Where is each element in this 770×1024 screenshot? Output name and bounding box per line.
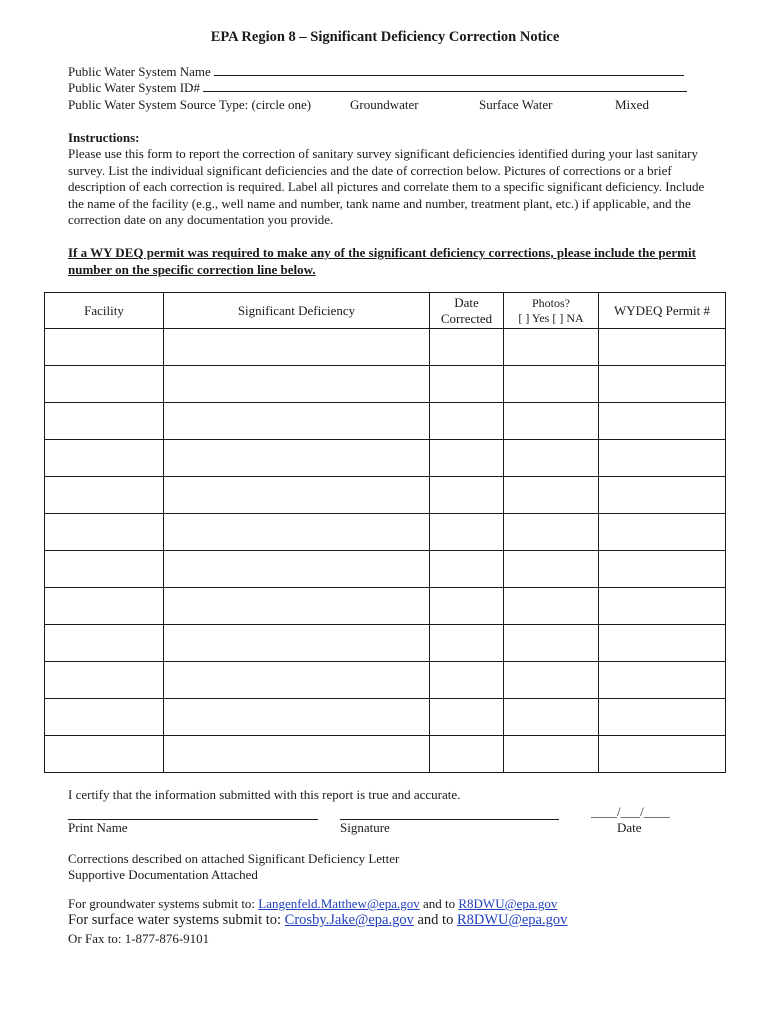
cell-deficiency[interactable] bbox=[164, 403, 430, 440]
cell-deficiency[interactable] bbox=[164, 625, 430, 662]
groundwater-submit-line bbox=[68, 896, 557, 912]
table-row bbox=[45, 699, 726, 736]
cell-facility[interactable] bbox=[45, 366, 164, 403]
cell-permit[interactable] bbox=[599, 625, 726, 662]
cell-photos[interactable] bbox=[504, 440, 599, 477]
cell-deficiency[interactable] bbox=[164, 329, 430, 366]
cell-photos[interactable] bbox=[504, 699, 599, 736]
col-header-date-corrected bbox=[430, 293, 504, 329]
cell-date-corrected[interactable] bbox=[430, 699, 504, 736]
cell-photos[interactable] bbox=[504, 736, 599, 773]
fax-line: Or Fax to: 1-877-876-9101 bbox=[68, 931, 210, 946]
cell-permit[interactable] bbox=[599, 440, 726, 477]
source-option-groundwater[interactable]: Groundwater bbox=[350, 97, 419, 112]
print-name-label: Print Name bbox=[68, 820, 128, 835]
table-row bbox=[45, 662, 726, 699]
cell-deficiency[interactable] bbox=[164, 477, 430, 514]
cell-photos[interactable] bbox=[504, 366, 599, 403]
surface-submit-prefix: For surface water systems submit to: bbox=[68, 912, 282, 928]
signature-field[interactable] bbox=[340, 808, 559, 820]
date-label: Date bbox=[617, 820, 642, 835]
cell-date-corrected[interactable] bbox=[430, 366, 504, 403]
cell-date-corrected[interactable] bbox=[430, 588, 504, 625]
surface-and-text: and to bbox=[417, 912, 454, 928]
col-header-facility: Facility bbox=[45, 293, 164, 329]
r8dwu-email-link-1[interactable]: R8DWU@epa.gov bbox=[458, 896, 558, 911]
r8dwu-email-link-2[interactable]: R8DWU@epa.gov bbox=[456, 912, 568, 928]
cell-date-corrected[interactable] bbox=[430, 514, 504, 551]
table-body bbox=[45, 329, 726, 773]
table-row bbox=[45, 551, 726, 588]
cell-deficiency[interactable] bbox=[164, 514, 430, 551]
cell-deficiency[interactable] bbox=[164, 551, 430, 588]
cell-deficiency[interactable] bbox=[164, 736, 430, 773]
print-name-field[interactable] bbox=[68, 808, 318, 820]
cell-deficiency[interactable] bbox=[164, 440, 430, 477]
cell-photos[interactable] bbox=[504, 403, 599, 440]
cell-facility[interactable] bbox=[45, 440, 164, 477]
form-title: EPA Region 8 – Significant Deficiency Correction Notice bbox=[210, 29, 560, 45]
col-header-deficiency: Significant Deficiency bbox=[164, 293, 430, 329]
cell-photos[interactable] bbox=[504, 588, 599, 625]
cell-date-corrected[interactable] bbox=[430, 403, 504, 440]
cell-permit[interactable] bbox=[599, 403, 726, 440]
cell-permit[interactable] bbox=[599, 366, 726, 403]
cell-date-corrected[interactable] bbox=[430, 440, 504, 477]
date-header-line1: Date bbox=[454, 294, 479, 310]
source-option-mixed[interactable]: Mixed bbox=[615, 97, 649, 112]
cell-permit[interactable] bbox=[599, 588, 726, 625]
source-option-surface-water[interactable]: Surface Water bbox=[479, 97, 553, 112]
attachment-letter-line: Corrections described on attached Significant Deficiency Letter bbox=[68, 851, 400, 866]
table-header-row bbox=[45, 293, 726, 329]
cell-permit[interactable] bbox=[599, 699, 726, 736]
cell-date-corrected[interactable] bbox=[430, 625, 504, 662]
groundwater-email-link[interactable]: Langenfeld.Matthew@epa.gov bbox=[258, 896, 420, 911]
table-row bbox=[45, 625, 726, 662]
surface-submit-line bbox=[68, 912, 567, 929]
cell-deficiency[interactable] bbox=[164, 699, 430, 736]
table-row bbox=[45, 514, 726, 551]
groundwater-and-text: and to bbox=[422, 896, 456, 911]
source-type-label: Public Water System Source Type: (circle one) bbox=[68, 97, 312, 112]
table-row bbox=[45, 440, 726, 477]
cell-facility[interactable] bbox=[45, 514, 164, 551]
source-type-row bbox=[68, 97, 311, 113]
cell-facility[interactable] bbox=[45, 477, 164, 514]
cell-date-corrected[interactable] bbox=[430, 477, 504, 514]
col-header-photos bbox=[504, 293, 599, 329]
cell-date-corrected[interactable] bbox=[430, 329, 504, 366]
instructions-block bbox=[68, 130, 708, 228]
photos-header-line1: Photos? bbox=[531, 295, 570, 310]
cell-facility[interactable] bbox=[45, 662, 164, 699]
table-row bbox=[45, 403, 726, 440]
system-name-field[interactable] bbox=[214, 64, 684, 76]
system-id-row bbox=[68, 80, 687, 96]
cell-permit[interactable] bbox=[599, 551, 726, 588]
cell-facility[interactable] bbox=[45, 329, 164, 366]
cell-permit[interactable] bbox=[599, 329, 726, 366]
cell-permit[interactable] bbox=[599, 736, 726, 773]
system-id-field[interactable] bbox=[203, 80, 687, 92]
cell-facility[interactable] bbox=[45, 403, 164, 440]
cell-photos[interactable] bbox=[504, 662, 599, 699]
table-row bbox=[45, 366, 726, 403]
cell-permit[interactable] bbox=[599, 662, 726, 699]
cell-date-corrected[interactable] bbox=[430, 736, 504, 773]
cell-deficiency[interactable] bbox=[164, 366, 430, 403]
cell-photos[interactable] bbox=[504, 329, 599, 366]
cell-photos[interactable] bbox=[504, 477, 599, 514]
groundwater-submit-prefix: For groundwater systems submit to: bbox=[68, 896, 256, 911]
cell-deficiency[interactable] bbox=[164, 588, 430, 625]
cell-facility[interactable] bbox=[45, 736, 164, 773]
date-header-line2: Corrected bbox=[440, 310, 493, 326]
instructions-heading: Instructions: bbox=[68, 130, 140, 145]
attachment-docs-line: Supportive Documentation Attached bbox=[68, 867, 258, 882]
photos-header-line2[interactable]: [ ] Yes [ ] NA bbox=[518, 310, 584, 325]
cell-photos[interactable] bbox=[504, 625, 599, 662]
instructions-body: Please use this form to report the correction of sanitary survey significant deficiencies identified during your last sanitary survey. List the individual significant deficiencies and the date of correction below. Pictures of corrections or a brief description of each correction is required. Label all pictures and correlate them to a specific significant deficiency. Include the name of the facility (e.g., well name and number, tank name and number, treatment plant, etc.) if applicable, and the correction date on any documentation you provide. bbox=[68, 146, 705, 228]
cell-date-corrected[interactable] bbox=[430, 662, 504, 699]
cell-photos[interactable] bbox=[504, 514, 599, 551]
system-id-label: Public Water System ID# bbox=[68, 80, 200, 95]
cell-photos[interactable] bbox=[504, 551, 599, 588]
col-header-permit: WYDEQ Permit # bbox=[599, 293, 726, 329]
cell-permit[interactable] bbox=[599, 514, 726, 551]
table-row bbox=[45, 736, 726, 773]
cell-facility[interactable] bbox=[45, 588, 164, 625]
system-name-row bbox=[68, 64, 684, 80]
cell-date-corrected[interactable] bbox=[430, 551, 504, 588]
cell-facility[interactable] bbox=[45, 625, 164, 662]
surface-email-link[interactable]: Crosby.Jake@epa.gov bbox=[284, 912, 414, 928]
cell-permit[interactable] bbox=[599, 477, 726, 514]
table-row bbox=[45, 588, 726, 625]
table-row bbox=[45, 329, 726, 366]
date-field[interactable]: ____/___/____ bbox=[591, 804, 670, 819]
system-name-label: Public Water System Name bbox=[68, 64, 211, 79]
cell-facility[interactable] bbox=[45, 699, 164, 736]
permit-note: If a WY DEQ permit was required to make any of the significant deficiency corrections, please include the permit number on the specific correction line below. bbox=[68, 245, 696, 277]
certification-statement: I certify that the information submitted with this report is true and accurate. bbox=[68, 787, 461, 802]
cell-facility[interactable] bbox=[45, 551, 164, 588]
table-row bbox=[45, 477, 726, 514]
signature-label: Signature bbox=[340, 820, 390, 835]
cell-deficiency[interactable] bbox=[164, 662, 430, 699]
deficiency-table bbox=[44, 292, 726, 773]
